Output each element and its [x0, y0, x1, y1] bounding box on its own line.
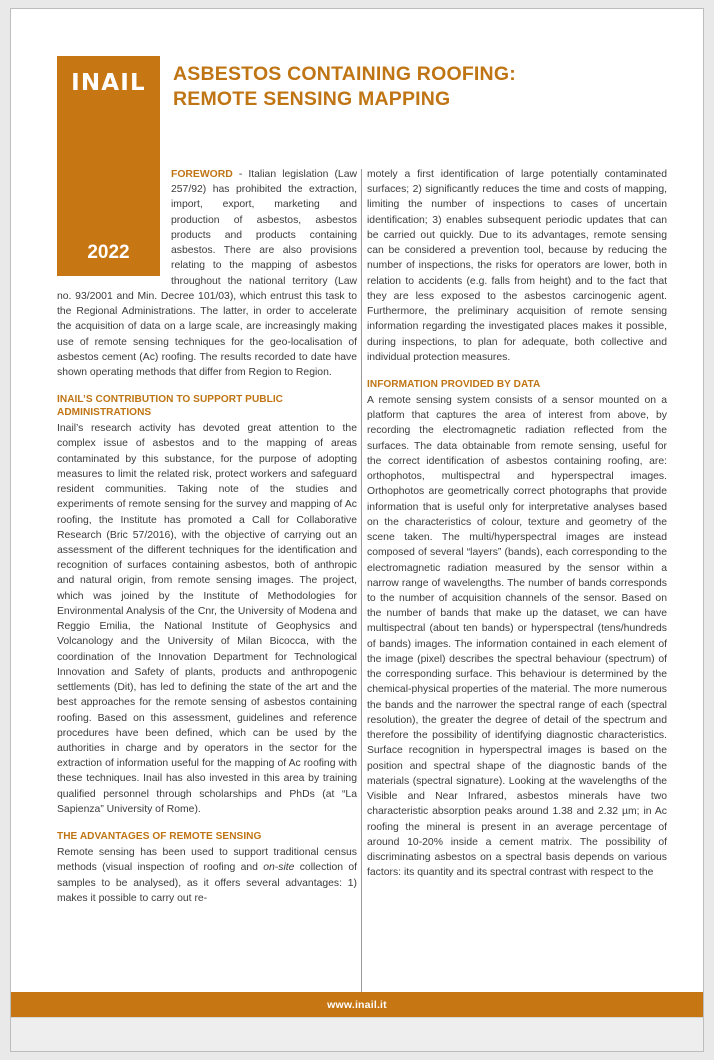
inail-logo-text: INAIL	[71, 70, 146, 96]
advantages-italic-term: on-site	[263, 862, 295, 874]
advantages-body-part-1: Remote sensing has been used to support traditional census methods (visual inspection of roofing and	[57, 847, 357, 874]
foreword-body: - Italian legislation (Law 257/92) has prohibited the extraction, import, export, marketing and production of asbestos, asbestos products and products containing asbestos. There are also provisions relating to the mapping of asbestos throughout the national territory (Law no. 93/2001 and Min. Decree 101/03), which entrust this task to the Regional Administrations. The latter, in order to accelerate the acquisition of data on a large scale, are increasingly making use of remote sensing techniques for the geo-localisation of asbestos cement (Ac) roofing. The results recorded to date have shown operating methods that differ from Region to Region.	[57, 169, 357, 379]
section-body-inail-contribution: Inail’s research activity has devoted great attention to the complex issue of asbestos and to the mapping of areas contaminated by this substance, for the purpose of adopting measures to limit the related risk, protect workers and safeguard resident communities. Taking note of the studies and experiments of remote sensing for the survey and mapping of Ac roofing, the Institute has promoted a Call for Collaborative Research (Bric 57/2016), with the objective of carrying out an assessment of the different techniques for the identification and recognition of surfaces containing asbestos, both of anthropic and natural origin, from remote sensing images. The project, which was joined by the Institute of Methodologies for Environmental Analysis of the Cnr, the University of Modena and Reggio Emilia, the National Institute of Geophysics and Volcanology and the University of Milan Bicocca, with the coordination of the Innovation Department for Technological Innovation and Safety of plants, products and anthropogenic settlements (Dit), has led to defining the state of the art and the best approaches for the remote sensing of asbestos containing roofing. Based on this assessment, guidelines and reference procedures have been defined, which can be used by the authorities in charge and by operators in the sector for the extraction of information useful for the mapping of Ac roofing with these techniques. Inail has also invested in this area by training qualified personnel through scholarships and PhDs (at “La Sapienza” University of Rome).	[57, 423, 357, 815]
page-title-line-1: ASBESTOS CONTAINING ROOFING:	[173, 63, 516, 85]
section-heading-information-provided-by-data: INFORMATION PROVIDED BY DATA	[367, 379, 541, 391]
right-column	[367, 167, 667, 880]
footer-spacer	[11, 1017, 703, 1051]
section-body-advantages	[57, 845, 357, 906]
page-title-line-2: REMOTE SENSING MAPPING	[173, 87, 451, 110]
footer-bar	[11, 992, 703, 1017]
publication-year: 2022	[87, 242, 130, 263]
document-page	[10, 8, 704, 1052]
footer-url[interactable]: www.inail.it	[327, 998, 387, 1011]
inail-logo-block	[57, 56, 160, 276]
section-heading-advantages: THE ADVANTAGES OF REMOTE SENSING	[57, 831, 262, 843]
advantages-body-part-2: collection of samples to be analysed), as it offers several advantages: 1) makes it possible to carry out re-	[57, 862, 357, 904]
section-body-information-provided-by-data: A remote sensing system consists of a sensor mounted on a platform that captures the area of interest from above, by recording the electromagnetic radiation reflected from the surfaces. The data obtainable from remote sensing, useful for the correct identification of asbestos containing roofing, are: orthophotos, multispectral and hyperspectral images. Orthophotos are geometrically correct photographs that provide information that is useful only for interpretative analyses based on the characteristics of colour, texture and geometry of the scene taken. The multi/hyperspectral images are instead composed of several “layers” (bands), each corresponding to the electromagnetic radiation measured by the sensor within a narrow range of wavelengths. The number of bands corresponds to the number of acquisition channels of the sensor. Based on the number of bands that make up the dataset, we can have multispectral (about ten bands) or hyperspectral (tens/hundreds of bands) images. The information contained in each element of the image (pixel) describes the spectral behaviour (spectrum) of the corresponding surface. This behaviour is determined by the chemical-physical properties of the material. The more numerous the bands and the narrower the spectral range of each (spectral resolution), the greater the degree of detail of the spectrum and therefore the possibility of identifying diagnostic characteristics. Surface recognition in hyperspectral images is based on the position and spectral shape of the diagnostic bands of the materials (spectral signature). Looking at the wavelengths of the Visible and Near Infrared, asbestos minerals have two characteristic absorption peaks around 1.38 and 2.32 µm; in Ac roofing the mineral is present in an average percentage of around 10-20% inside a cement matrix. The possibility of discriminating asbestos on a spectral basis depends on various factors: its quantity and its spectral contrast with respect to the	[367, 394, 667, 879]
foreword-label: FOREWORD	[171, 169, 233, 180]
section-heading-inail-contribution: INAIL’S CONTRIBUTION TO SUPPORT PUBLIC ADMINISTRATIONS	[57, 394, 284, 419]
left-column	[57, 167, 357, 906]
advantages-continuation-paragraph: motely a first identification of large potentially contaminated surfaces; 2) significantly reduces the time and costs of mapping, limiting the number of inspections to cases of uncertain identification; 3) enables subsequent periodic updates that can be carried out quickly. Due to its advantages, remote sensing can be considered a prevention tool, because by reducing the number of inspections, the risks for operators are lower, both in relation to accidents (e.g. falls from height) and to the fact that they are less exposed to the asbestos carcinogenic agent. Furthermore, the preliminary acquisition of remote sensing information regarding the investigated places makes it possible, during inspections, to plan for adequate, both collective and individual protection measures.	[367, 169, 667, 363]
